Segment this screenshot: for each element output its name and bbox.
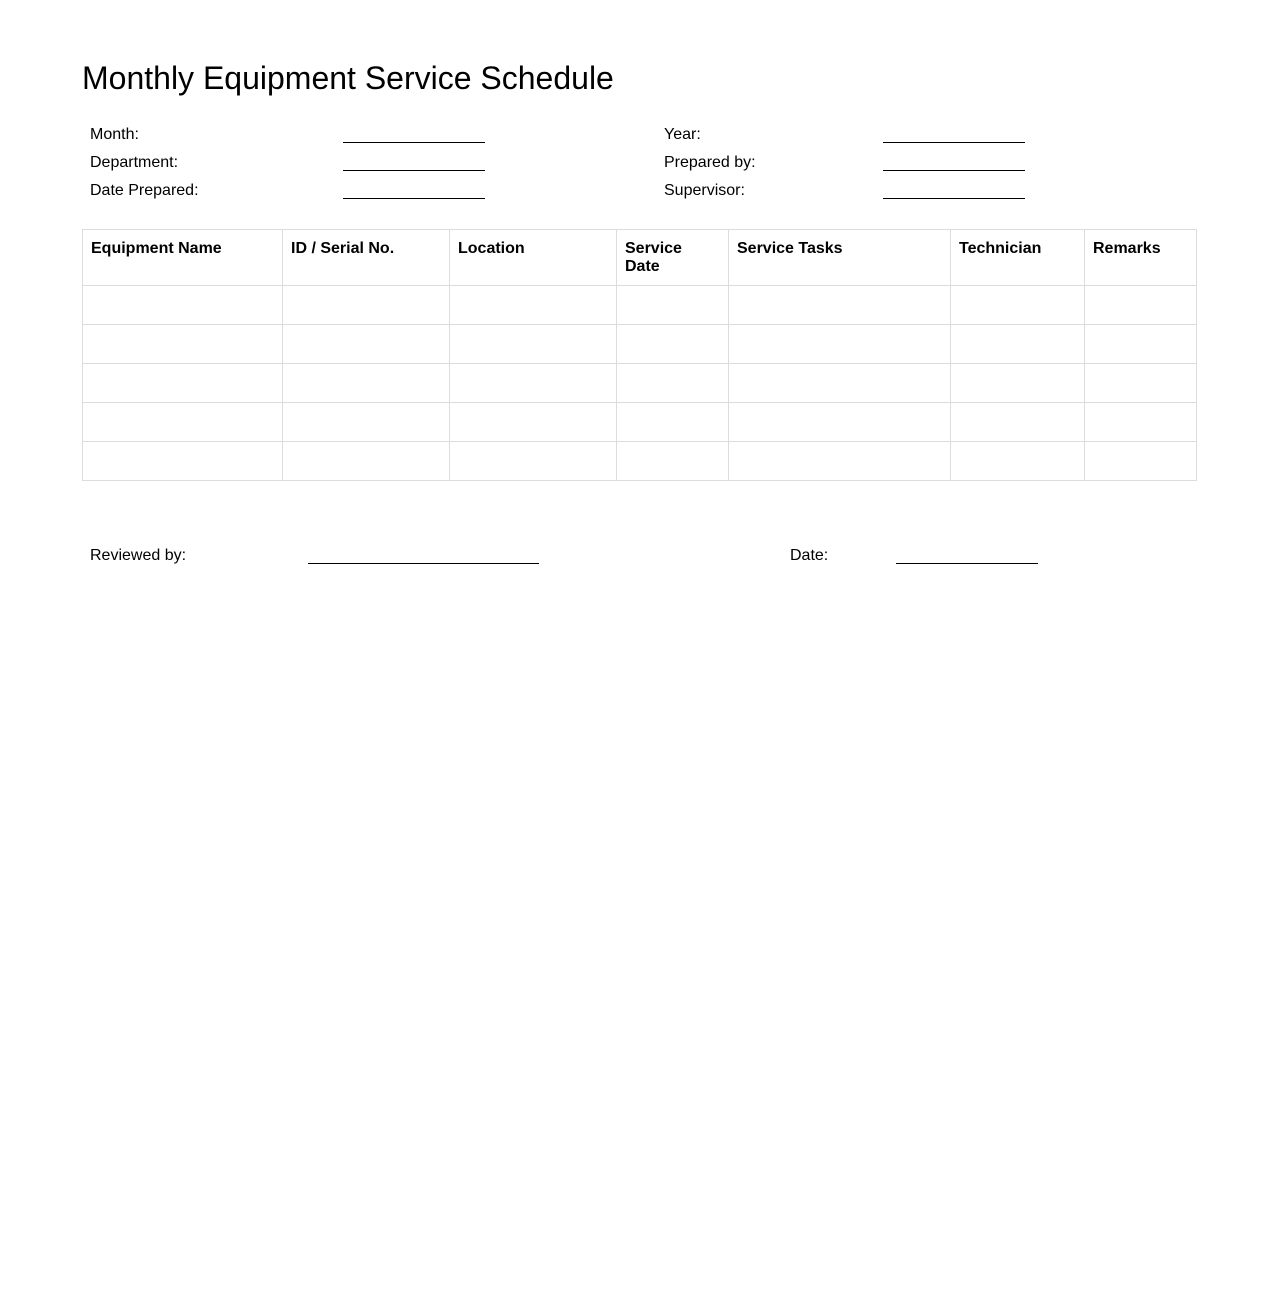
prepared-by-field[interactable] — [883, 170, 1025, 171]
year-field[interactable] — [883, 142, 1025, 143]
column-header-id-serial: ID / Serial No. — [283, 230, 450, 286]
cell-remarks[interactable] — [1085, 325, 1197, 364]
cell-location[interactable] — [450, 442, 617, 481]
department-field[interactable] — [343, 170, 485, 171]
cell-equipment-name[interactable] — [83, 403, 283, 442]
cell-technician[interactable] — [951, 286, 1085, 325]
date-prepared-field[interactable] — [343, 198, 485, 199]
table-header-row — [83, 230, 1197, 286]
table-row — [83, 364, 1197, 403]
cell-technician[interactable] — [951, 403, 1085, 442]
cell-equipment-name[interactable] — [83, 364, 283, 403]
cell-service-tasks[interactable] — [729, 442, 951, 481]
cell-location[interactable] — [450, 286, 617, 325]
cell-location[interactable] — [450, 364, 617, 403]
cell-id-serial[interactable] — [283, 442, 450, 481]
cell-equipment-name[interactable] — [83, 442, 283, 481]
cell-service-date[interactable] — [617, 364, 729, 403]
supervisor-field[interactable] — [883, 198, 1025, 199]
cell-equipment-name[interactable] — [83, 325, 283, 364]
cell-technician[interactable] — [951, 325, 1085, 364]
cell-service-date[interactable] — [617, 286, 729, 325]
column-header-service-date: Service Date — [617, 230, 729, 286]
month-label: Month: — [90, 126, 139, 143]
column-header-location: Location — [450, 230, 617, 286]
department-label: Department: — [90, 154, 179, 171]
review-date-label: Date: — [790, 547, 829, 564]
page-title: Monthly Equipment Service Schedule — [82, 60, 614, 96]
cell-id-serial[interactable] — [283, 364, 450, 403]
cell-service-tasks[interactable] — [729, 364, 951, 403]
service-schedule-table — [82, 229, 1197, 481]
table-row — [83, 403, 1197, 442]
cell-equipment-name[interactable] — [83, 286, 283, 325]
cell-service-tasks[interactable] — [729, 286, 951, 325]
cell-remarks[interactable] — [1085, 286, 1197, 325]
cell-location[interactable] — [450, 325, 617, 364]
table-row — [83, 442, 1197, 481]
column-header-technician: Technician — [951, 230, 1085, 286]
reviewed-by-label: Reviewed by: — [90, 547, 187, 564]
reviewed-by-field[interactable] — [308, 563, 539, 564]
cell-id-serial[interactable] — [283, 325, 450, 364]
supervisor-label: Supervisor: — [664, 182, 745, 199]
cell-service-tasks[interactable] — [729, 403, 951, 442]
review-date-field[interactable] — [896, 563, 1038, 564]
cell-technician[interactable] — [951, 442, 1085, 481]
cell-id-serial[interactable] — [283, 403, 450, 442]
cell-remarks[interactable] — [1085, 364, 1197, 403]
date-prepared-label: Date Prepared: — [90, 182, 199, 199]
month-field[interactable] — [343, 142, 485, 143]
prepared-by-label: Prepared by: — [664, 154, 756, 171]
column-header-equipment-name: Equipment Name — [83, 230, 283, 286]
cell-id-serial[interactable] — [283, 286, 450, 325]
table-row — [83, 286, 1197, 325]
cell-service-date[interactable] — [617, 442, 729, 481]
cell-service-date[interactable] — [617, 325, 729, 364]
column-header-service-tasks: Service Tasks — [729, 230, 951, 286]
table-row — [83, 325, 1197, 364]
cell-service-tasks[interactable] — [729, 325, 951, 364]
year-label: Year: — [664, 126, 701, 143]
cell-service-date[interactable] — [617, 403, 729, 442]
cell-remarks[interactable] — [1085, 442, 1197, 481]
cell-technician[interactable] — [951, 364, 1085, 403]
cell-remarks[interactable] — [1085, 403, 1197, 442]
cell-location[interactable] — [450, 403, 617, 442]
column-header-remarks: Remarks — [1085, 230, 1197, 286]
